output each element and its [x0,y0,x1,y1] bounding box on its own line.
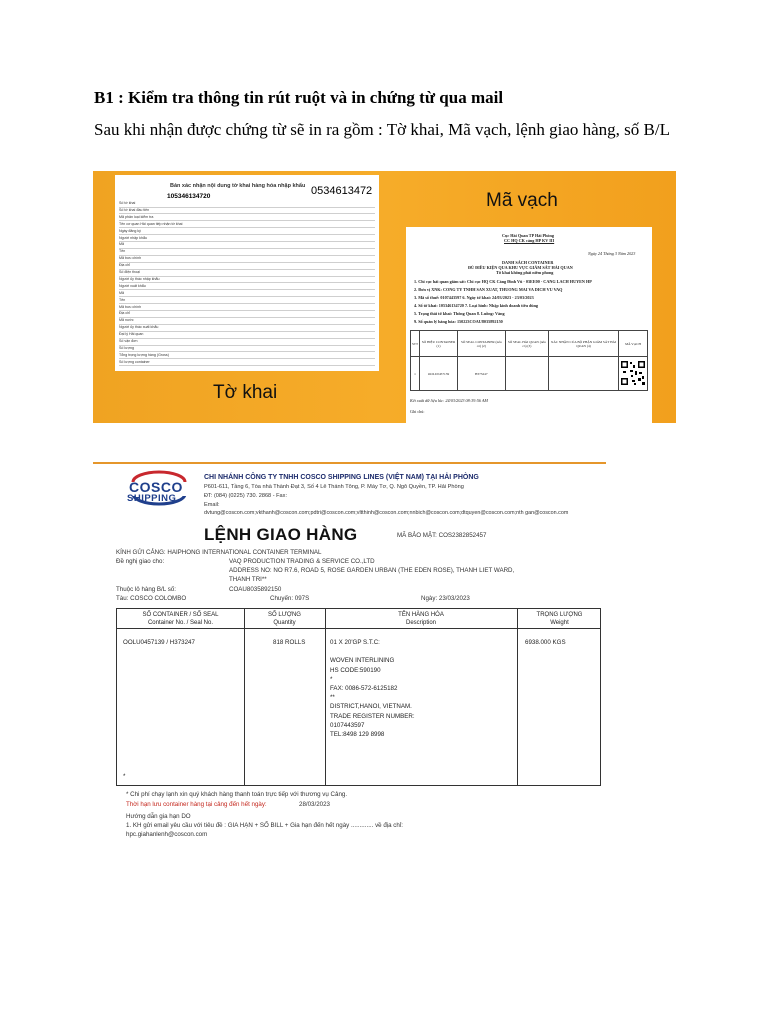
tokhai-rule [119,282,375,283]
tokhai-document [115,175,379,371]
tokhai-number-small: 105346134720 [167,193,211,200]
th-weight [517,611,602,627]
th-weight-vi: TRỌNG LƯỢNG [536,612,583,618]
tokhai-line: Mã bưu chính [119,304,142,309]
tokhai-rule [119,248,375,249]
tokhai-rule [119,310,375,311]
tokhai-line: Tên [119,297,126,302]
tokhai-rule [119,255,375,256]
tokhai-line: Địa chỉ [119,311,130,316]
ds-footer1: Kết xuất dữ liệu lúc: 24/03/2023 08:39:56 AM [410,398,488,403]
document-title: LỆNH GIAO HÀNG [204,525,358,544]
tokhai-line: Người ủy thác nhập khẩu [119,276,160,281]
ds-info-row: 2. Đơn vị XNK: CONG TY TNHH SAN XUAT, THUONG MAI VA DICH VU VAQ [414,287,563,292]
ds-th: MÃ VẠCH [618,331,647,357]
cell-container: OOLU0457139 / H373247 [123,639,195,646]
de-nghi-address2: THANH TRI** [229,576,267,583]
tokhai-line: Mã phân loại kiểm tra [119,214,154,219]
tokhai-rule [119,338,375,339]
cosco-logo [127,468,191,508]
tokhai-line: Mã bưu chính [119,256,142,261]
tokhai-number-big: 0534613472 [311,185,373,197]
note-chi-phi: * Chi phí chạy lạnh xin quý khách hàng thanh toán trực tiếp với thương vụ Cảng. [126,791,348,798]
ds-info-row: 5. Trạng thái tờ khai: Thông Quan 8. Luồng: Vàng [414,311,505,316]
th-quantity [244,611,325,627]
tokhai-rule [119,227,375,228]
tokhai-rule [119,296,375,297]
tokhai-rule [119,303,375,304]
description-line: TRADE REGISTER NUMBER: [330,712,415,720]
note-thoi-han-value: 28/03/2023 [299,801,330,808]
tokhai-rule [119,207,375,208]
description-line: TEL:8498 129 8998 [330,731,385,738]
tokhai-line: Tổng trọng lượng hàng (Gross) [119,352,169,357]
tokhai-line: Số tờ khai [119,201,136,205]
th-container-en: Container No. / Seal No. [147,620,214,626]
ds-title3: Tờ khai không phải niêm phong [496,270,554,275]
logo-text-cosco: COSCO [129,479,183,495]
description-line: HS CODE:590190 [330,666,381,674]
tokhai-line: Tên cơ quan Hải quan tiếp nhận tờ khai [119,221,183,226]
description-line: 01 X 20'GP S.T.C: [330,639,380,646]
label-mavach: Mã vạch [486,190,558,211]
col-divider [325,609,326,785]
chuyen: Chuyến: 097S [270,595,310,602]
company-name: CHI NHÁNH CÔNG TY TNHH COSCO SHIPPING LINES (VIỆT NAM) TẠI HẢI PHÒNG [204,474,479,481]
huong-dan-email: hpc.giahanlenh@coscon.com [126,831,208,838]
ds-th: XÁC NHẬN CỦA BỘ PHẬN GIÁM SÁT HẢI QUAN (4) [549,331,619,357]
tokhai-rule [119,241,375,242]
delivery-table [116,608,601,786]
description-line: * [330,675,333,683]
figure-tokhai-mavach [93,171,676,423]
company-emails: dvtung@coscon.com;vkthanh@coscon.com;pdtri@coscon.com;vltthinh@coscon.com;nnbich@coscon.com;dtquyen@coscon.com;nth gan@coscon.com [204,510,569,516]
ds-org2: CC HQ CK cảng HP KV III [504,238,555,243]
tokhai-line: Ngày đăng ký [119,228,141,233]
company-email-label: Email: [204,502,220,508]
ds-title2: ĐỦ ĐIỀU KIỆN QUA KHU VỰC GIÁM SÁT HẢI QUAN [468,265,573,270]
ds-th: SỐ HIỆU CONTAINER (1) [420,331,458,357]
bl-label: Thuộc lô hàng B/L số: [116,586,176,593]
th-quantity-en: Quantity [273,620,296,626]
tokhai-line: Người ủy thác xuất khẩu [119,325,159,330]
tau: Tàu: COSCO COLOMBO [116,595,187,602]
table-star: * [123,773,126,780]
ds-info-row: 4. Số tờ khai: 105346134720 7. Loại hình: Nhập kinh doanh tiêu dùng [414,303,539,308]
company-phone: ĐT: (084) (0225) 730. 2868 - Fax: [204,493,288,499]
section-heading: B1 : Kiểm tra thông tin rút ruột và in chứng từ qua mail [94,88,504,107]
description-line: DISTRICT,HANOI, VIETNAM. [330,703,412,711]
ds-title1: DANH SÁCH CONTAINER [502,260,554,265]
ds-info-row: 1. Chi cục hải quan giám sát: Chi cục HQ CK Cảng Đình Vũ - 03EE00 - CANG LACH HUYEN HP [414,279,592,284]
tokhai-rule [119,345,375,346]
huong-dan-1: 1. KH gửi email yêu cầu với tiêu đề : GIA HẠN + SỐ BILL + Gia hạn đến hết ngày ............. về địa chỉ: [126,822,403,829]
cell-weight: 6938.000 KGS [525,639,566,646]
tokhai-line: Tên [119,249,126,254]
tokhai-line: Đại lý Hải quan [119,332,144,337]
th-container [117,611,244,627]
danhsach-container-document [406,227,652,423]
tokhai-line: Số điện thoại [119,270,140,274]
th-description-vi: TÊN HÀNG HÓA [398,612,444,618]
ds-td [549,357,619,391]
ds-td [505,357,549,391]
tokhai-rule [119,317,375,318]
ma-bao-mat: MÃ BẢO MẬT: COS2382852457 [397,532,487,539]
col-divider [244,609,245,785]
qr-code-cell [618,357,647,391]
figure-lenh-giao-hang [93,462,606,848]
th-description [325,611,517,627]
description-line: 0107443597 [330,721,365,729]
ds-th: STT [411,331,420,357]
description-line: WOVEN INTERLINING [330,657,395,665]
tokhai-line: Số lượng [119,345,134,350]
ds-td: OOLU0457139 [420,357,458,391]
tokhai-rule [119,365,375,366]
tokhai-rule [119,262,375,263]
note-thoi-han-label: Thời hạn lưu container hàng tại cảng đến hết ngày: [126,801,267,808]
de-nghi-name: VAQ PRODUCTION TRADING & SERVICE CO.,LTD [229,558,375,565]
tokhai-rule [119,213,375,214]
de-nghi-address: ADDRESS NO: NO R7.6, ROAD 5, ROSE GARDEN URBAN (THE EDEN ROSE), THANH LIET WARD, [229,567,515,574]
tokhai-line: Người xuất khẩu [119,283,146,288]
th-weight-en: Weight [550,620,569,626]
huong-dan-title: Hướng dẫn gia hạn DO [126,813,191,820]
ds-info-row: 3. Mã số thuế: 0107443597 6. Ngày tờ khai: 24/03/2023 - 23/03/2023 [414,295,534,300]
tokhai-line: Mã [119,242,124,247]
tokhai-line: Số vận đơn [119,339,138,343]
tokhai-rule [119,234,375,235]
cell-quantity: 818 ROLLS [273,639,306,646]
ds-footer2: Ghi chú: [410,409,425,414]
ds-th: SỐ SEAL HẢI QUAN (nếu có) (3) [505,331,549,357]
ngay: Ngày: 23/03/2023 [421,595,470,602]
tokhai-title: Bản xác nhận nội dung tờ khai hàng hóa nhập khẩu [170,183,306,189]
th-description-en: Description [405,620,436,626]
company-address: P601-611, Tầng 6, Tòa nhà Thành Đạt 3, Số 4 Lê Thánh Tông, P. Máy Tơ, Q. Ngô Quyền, TP. Hải Phòng [204,484,464,490]
de-nghi-label: Đề nghị giao cho: [116,558,165,565]
tokhai-rule [119,269,375,270]
ds-td: H373247 [458,357,506,391]
tokhai-line: Mã nước [119,318,134,323]
ds-td: 1 [411,357,420,391]
tokhai-line: Số tờ khai đầu tiên [119,207,150,212]
description-line: ** [330,694,335,702]
tokhai-line: Địa chỉ [119,263,130,268]
kinh-gui: KÍNH GỬI CẢNG: HAIPHONG INTERNATIONAL CONTAINER TERMINAL [116,549,322,556]
th-container-vi: SỐ CONTAINER / SỐ SEAL [142,612,219,618]
qr-code-icon [620,360,646,386]
label-tokhai: Tờ khai [213,382,278,403]
ds-org1: Cục Hải Quan TP Hải Phòng [502,233,554,238]
ds-th: SỐ SEAL CONTAINER (nếu có) (2) [458,331,506,357]
tokhai-line: Người nhập khẩu [119,235,147,240]
ds-container-table [410,330,648,391]
intro-paragraph: Sau khi nhận được chứng từ sẽ in ra gồm : Tờ khai, Mã vạch, lệnh giao hàng, số B/L [94,120,670,139]
tokhai-line: Số lượng container [119,359,150,364]
ds-info-row: 9. Số quản lý hàng hóa: 150223COAU8035892150 [414,319,503,324]
tokhai-line: Mã [119,290,124,295]
tokhai-rule [119,331,375,332]
logo-text-shipping: SHIPPING [127,493,177,504]
col-divider [517,609,518,785]
top-accent-bar [93,462,606,464]
ds-date: Ngày 24 Tháng 3 Năm 2023 [588,251,636,256]
th-quantity-vi: SỐ LƯỢNG [268,612,301,618]
description-line: FAX: 0086-572-6125182 [330,685,398,692]
tokhai-rule [119,358,375,359]
bl-value: COAU8035892150 [229,586,282,593]
tokhai-rule [119,289,375,290]
